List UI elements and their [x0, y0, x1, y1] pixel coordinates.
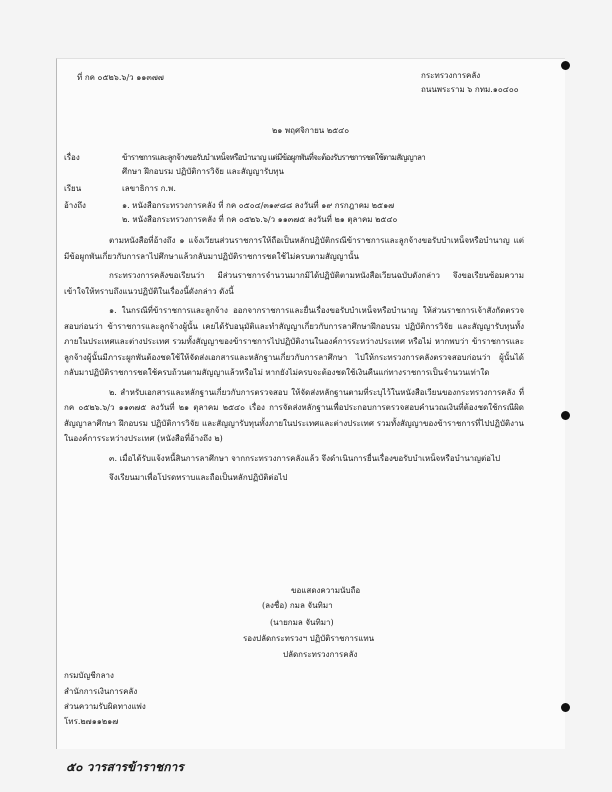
sender-department: กรมบัญชีกลาง — [64, 671, 114, 680]
subject-line-2: ศึกษา ฝึกอบรม ปฏิบัติการวิจัย และสัญญารับทุน — [122, 167, 285, 176]
printed-name: (นายกมล จันทิมา) — [270, 618, 334, 627]
sender-division: ส่วนความรับผิดทางแพ่ง — [64, 702, 146, 711]
recipient-label: เรียน — [64, 184, 82, 193]
punch-hole-top — [561, 61, 570, 70]
sender-office: สำนักการเงินการคลัง — [64, 687, 138, 696]
signed-name: (ลงชื่อ) กมล จันทิมา — [262, 601, 333, 610]
reference-number: ที่ กค ๐๕๒๖.๖/ว ๑๑๓๗๗ — [77, 73, 164, 82]
reference-item-1: ๑. หนังสือกระทรวงการคลัง ที่ กค ๐๕๐๔/๓๑๙๘๘ ลงวันที่ ๑๙ กรกฎาคม ๒๕๑๗ — [122, 201, 395, 210]
reference-item-2: ๒. หนังสือกระทรวงการคลัง ที่ กค ๐๕๒๖.๖/ว ๑๑๓๗๕ ลงวันที่ ๒๑ ตุลาคม ๒๕๔๐ — [122, 215, 398, 224]
ministry-name: กระทรวงการคลัง — [421, 71, 481, 80]
body-paragraph-1: ตามหนังสือที่อ้างถึง ๑ แจ้งเวียนส่วนราชการให้ถือเป็นหลักปฏิบัติกรณีข้าราชการและลูกจ้างขอรับบำเหน็จหรือบำนาญ แต่มีข้อผูกพันเกี่ยวกับการลาไปศึกษาแล้วกลับมาปฏิบัติราชการชดใช้ไม่ครบตามสัญญานั้น — [64, 236, 524, 261]
reference-label: อ้างถึง — [64, 201, 86, 210]
body-paragraph-2: กระทรวงการคลังขอเรียนว่า มีส่วนราชการจำนวนมากมิได้ปฏิบัติตามหนังสือเวียนฉบับดังกล่าว จึงขอเรียนซ้อมความเข้าใจให้ทราบถึงแนวปฏิบัติในเรื่องนี้ดังกล่าว ดังนี้ — [64, 271, 524, 296]
body-paragraph-4: ๒. สำหรับเอกสารและหลักฐานเกี่ยวกับการตรวจสอบ ให้จัดส่งหลักฐานตามที่ระบุไว้ในหนังสือเวียนของกระทรวงการคลัง ที่ กค ๐๕๒๖.๖/ว ๑๑๓๗๕ ลงวันที่ ๒๑ ตุลาคม ๒๕๔๐ เรื่อง การจัดส่งหลักฐานเพื่อประกอบการตรวจสอบคำนวณเงินที่ต้องชดใช้กรณีผิดสัญญาลาศึกษา ฝึกอบรม ปฏิบัติการวิจัย และสัญญารับทุนทั้งภายในประเทศและต่างประเทศ รวมทั้งสัญญาของข้าราชการที่ไปปฏิบัติงานในองค์การระหว่างประเทศ (หนังสือที่อ้างถึง ๒) — [64, 387, 524, 443]
ministry-address: ถนนพระราม ๖ กทม.๑๐๔๐๐ — [421, 85, 519, 94]
position-line-2: ปลัดกระทรวงการคลัง — [283, 650, 358, 659]
recipient-value: เลขาธิการ ก.พ. — [122, 184, 176, 193]
closing-text: ขอแสดงความนับถือ — [291, 586, 361, 595]
page-footer: ๕๐ วารสารข้าราชการ — [66, 760, 184, 774]
punch-hole-bottom — [561, 703, 570, 712]
punch-hole-middle — [561, 411, 570, 420]
position-line-1: รองปลัดกระทรวงฯ ปฏิบัติราชการแทน — [243, 634, 375, 643]
subject-line-1: ข้าราชการและลูกจ้างขอรับบำเหน็จหรือบำนาญ แต่มีข้อผูกพันที่จะต้องรับราชการชดใช้ตามสัญญาลา — [122, 153, 426, 162]
subject-label: เรื่อง — [64, 153, 80, 162]
body-paragraph-6: จึงเรียนมาเพื่อโปรดทราบและถือเป็นหลักปฏิบัติต่อไป — [109, 473, 288, 482]
sender-telephone: โทร.๒๗๑๑๒๑๗ — [64, 717, 119, 726]
document-date: ๒๑ พฤศจิกายน ๒๕๔๐ — [272, 126, 350, 135]
body-paragraph-3: ๑. ในกรณีที่ข้าราชการและลูกจ้าง ออกจากราชการและยื่นเรื่องขอรับบำเหน็จหรือบำนาญ ให้ส่วนราชการเจ้าสังกัดตรวจสอบก่อนว่า ข้าราชการและลูกจ้างผู้นั้น เคยได้รับอนุมัติและทำสัญญาเกี่ยวกับการลาศึกษาฝึกอบรม ปฏิบัติการวิจัย และสัญญารับทุนทั้งภายในประเทศและต่างประเทศ รวมทั้งสัญญาของข้าราชการไปปฏิบัติงานในองค์การระหว่างประเทศ หรือไม่ หากพบว่า ข้าราชการและลูกจ้างผู้นั้นมีภาระผูกพันต้องชดใช้ให้จัดส่งเอกสารและหลักฐานเกี่ยวกับการลาศึกษา ไปให้กระทรวงการคลังตรวจสอบก่อนว่า ผู้นั้นได้กลับมาปฏิบัติราชการชดใช้ครบถ้วนตามสัญญาแล้วหรือไม่ หากยังไม่ครบจะต้องชดใช้เงินคืนแก่ทางราชการเป็นจำนวนเท่าใด — [64, 306, 524, 377]
body-text — [64, 233, 524, 486]
body-paragraph-5: ๓. เมื่อได้รับแจ้งหนี้สินการลาศึกษา จากกระทรวงการคลังแล้ว จึงดำเนินการยื่นเรื่องขอรับบำเหน็จหรือบำนาญต่อไป — [109, 453, 501, 463]
